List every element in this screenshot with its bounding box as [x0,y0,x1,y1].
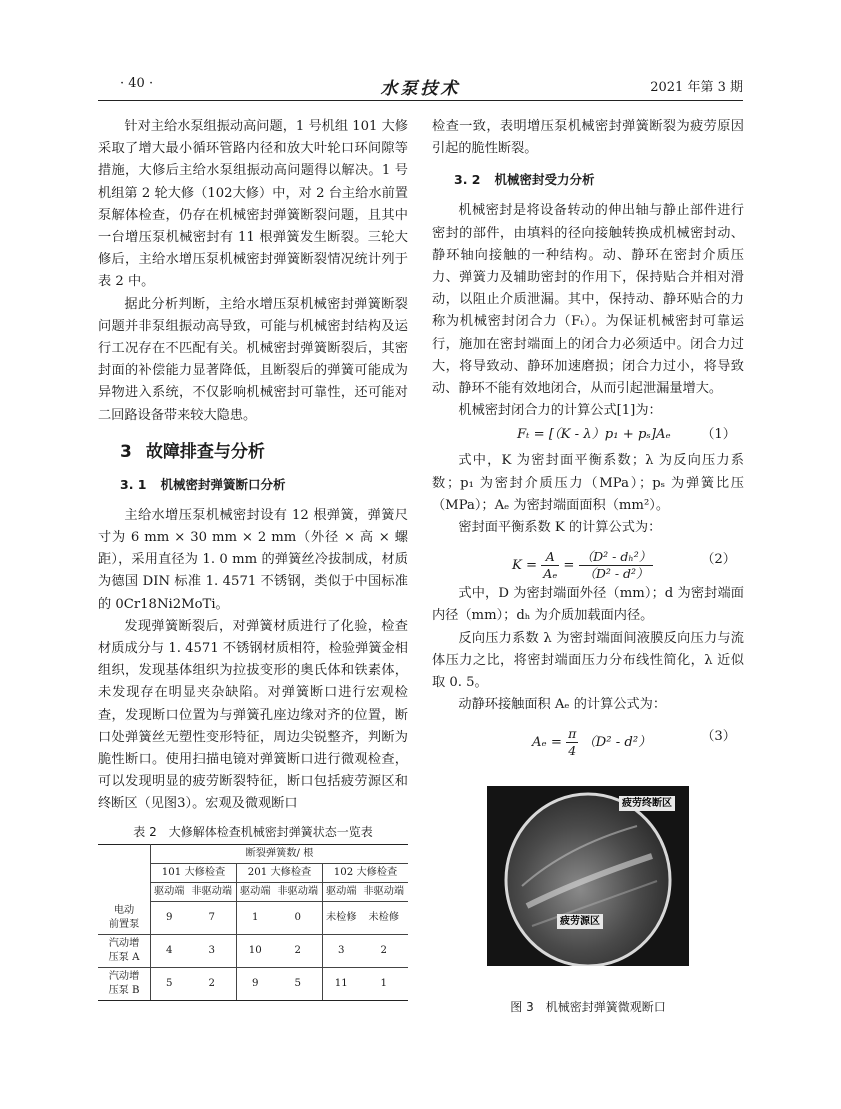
table-subheader: 非驱动端 [187,883,236,902]
equation-2 [432,541,744,581]
table-subheader: 非驱动端 [273,883,322,902]
table-cell: 2 [273,934,322,967]
fracture-surface-graphic [487,786,689,966]
equation-number: （1） [701,427,736,443]
section-heading: 3 故障排查与分析 [120,441,265,462]
equation-1 [432,424,744,448]
table-subheader: 驱动端 [151,883,188,902]
table-cell: 4 [151,934,188,967]
table-cell: 2 [187,967,236,1000]
paragraph: 检查一致，表明增压泵机械密封弹簧断裂为疲劳原因引起的脆性断裂。 [432,119,744,157]
table-row: 汽动增 压泵 A 4 3 10 2 3 2 [98,934,408,967]
fracture-sem-image [487,786,689,966]
page-header [98,74,743,101]
label-final-fracture-zone: 疲劳终断区 [619,796,675,811]
paragraph: 动静环接触面积 Aₑ 的计算公式为： [458,697,667,713]
table-row: 电动 前置泵 9 7 1 0 未检修 未检修 [98,902,408,935]
page-number: · 40 · [120,76,154,91]
table-cell: 1 [359,967,408,1000]
table-cell: 11 [323,967,360,1000]
table-header: 201 大修检查 [237,864,323,883]
paragraph: 据此分析判断，主给水增压泵机械密封弹簧断裂问题并非泵组振动高导致，可能与机械密封结构及运行工况存在不匹配有关。机械密封弹簧断裂后，其密封面的补偿能力显著降低，且断裂后的弹簧可能成为异物进入系统，不仅影响机械密封可靠性，还可能对二回路设备带来较大隐患。 [98,296,408,423]
table-header: 101 大修检查 [151,864,237,883]
table-header: 102 大修检查 [323,864,408,883]
equation-body: K = $\frac{A}{\text{Aₑ}}$ = $\frac{\text{（D² - dₕ²）}}{\text{（D² - d²）}}$ [512,549,652,582]
table-cell: 0 [273,902,322,935]
journal-name: 水泵技术 [380,79,461,99]
table-cell: 10 [237,934,274,967]
label-fatigue-source-zone: 疲劳源区 [557,914,603,929]
table-subheader: 驱动端 [237,883,274,902]
table-cell: 7 [187,902,236,935]
equation-body: Aₑ = $\frac{\pi}{4}$ （D² - d²） [532,726,652,759]
table-cell: 9 [151,902,188,935]
paragraph: 主给水增压泵机械密封设有 12 根弹簧，弹簧尺寸为 6 mm × 30 mm × 2 mm（外径 × 高 × 螺距），采用直径为 1. 0 mm 的弹簧丝冷拔制成，材质为德国 DIN 标准 1. 4571 不锈钢，类似于中国标准的 0Cr18Ni2MoTi。 [98,507,408,612]
paragraph: 机械密封闭合力的计算公式[1]为： [458,403,662,419]
equation-body: Fₜ = [（K - λ）p₁ + pₛ]Aₑ [517,427,671,443]
issue-label: 2021 年第 3 期 [650,80,743,95]
table-caption: 表 2 大修解体检查机械密封弹簧状态一览表 [133,825,373,839]
right-column [432,116,744,760]
table-group-header: 断裂弹簧数/ 根 [151,845,409,864]
paragraph: 式中，D 为密封端面外径（mm）；d 为密封端面内径（mm）；dₕ 为介质加载面内径。 [432,586,744,624]
paragraph: 发现弹簧断裂后，对弹簧材质进行了化验，检查材质成分与 1. 4571 不锈钢材质相符，检验弹簧金相组织，发现基体组织为拉拔变形的奥氏体和铁素体，未发现存在明显夹杂缺陷。对弹簧断口进行宏观检查，发现断口位置为与弹簧孔座边缘对齐的位置，断口处弹簧丝无塑性变形特征，周边尖锐整齐，判断为脆性断口。使用扫描电镜对弹簧断口进行微观检查，可以发现明显的疲劳断裂特征，断口包括疲劳源区和终断区（见图3）。宏观及微观断口 [98,618,408,812]
paragraph: 机械密封是将设备转动的伸出轴与静止部件进行密封的部件，由填料的径向接触转换成机械密封动、静环轴向接触的一种结构。动、静环在密封介质压力、弹簧力及辅助密封的作用下，保持贴合并相对滑动，以阻止介质泄漏。其中，保持动、静环贴合的力称为机械密封闭合力（Fₜ）。为保证机械密封可靠运行，施加在密封端面上的闭合力必须适中。闭合力过大，将导致动、静环加速磨损；闭合力过小，将导致动、静环不能有效地闭合，从而引起泄漏量增大。 [432,203,744,397]
table-subheader: 驱动端 [323,883,360,902]
table-cell: 5 [151,967,188,1000]
table-cell: 未检修 [359,902,408,935]
table-cell: 3 [323,934,360,967]
table-cell: 未检修 [323,902,360,935]
paragraph: 反向压力系数 λ 为密封端面间液膜反向压力与流体压力之比，将密封端面压力分布线性简化，λ 近似取 0. 5。 [432,630,744,691]
paragraph: 式中，K 为密封面平衡系数；λ 为反向压力系数；p₁ 为密封介质压力（MPa）；pₛ 为弹簧比压（MPa）；Aₑ 为密封端面面积（mm²）。 [432,453,744,513]
table-subheader: 非驱动端 [359,883,408,902]
table-cell: 5 [273,967,322,1000]
spring-status-table [98,844,408,1001]
equation-number: （3） [701,729,736,745]
subsection-heading: 3. 1 机械密封弹簧断口分析 [120,476,286,492]
table-cell: 2 [359,934,408,967]
table-cell: 3 [187,934,236,967]
left-column [98,116,408,816]
table-cell: 9 [237,967,274,1000]
equation-3 [432,718,744,758]
paragraph: 针对主给水泵组振动高问题，1 号机组 101 大修采取了增大最小循环管路内径和放大叶轮口环间隙等措施，大修后主给水泵组振动高问题得以解决。1 号机组第 2 轮大修（102大修）中，对 2 台主给水前置泵解体检查，仍存在机械密封弹簧断裂问题，且其中一台增压泵机械密封有 11 根弹簧发生断裂。三轮大修后，主给水增压泵机械密封弹簧断裂情况统计列于表 2 中。 [98,119,408,290]
figure-caption: 图 3 机械密封弹簧微观断口 [510,1000,666,1014]
paragraph: 密封面平衡系数 K 的计算公式为： [458,520,662,536]
table-cell: 1 [237,902,274,935]
subsection-heading: 3. 2 机械密封受力分析 [454,172,595,188]
table-row: 汽动增 压泵 B 5 2 9 5 11 1 [98,967,408,1000]
equation-number: （2） [701,552,736,568]
